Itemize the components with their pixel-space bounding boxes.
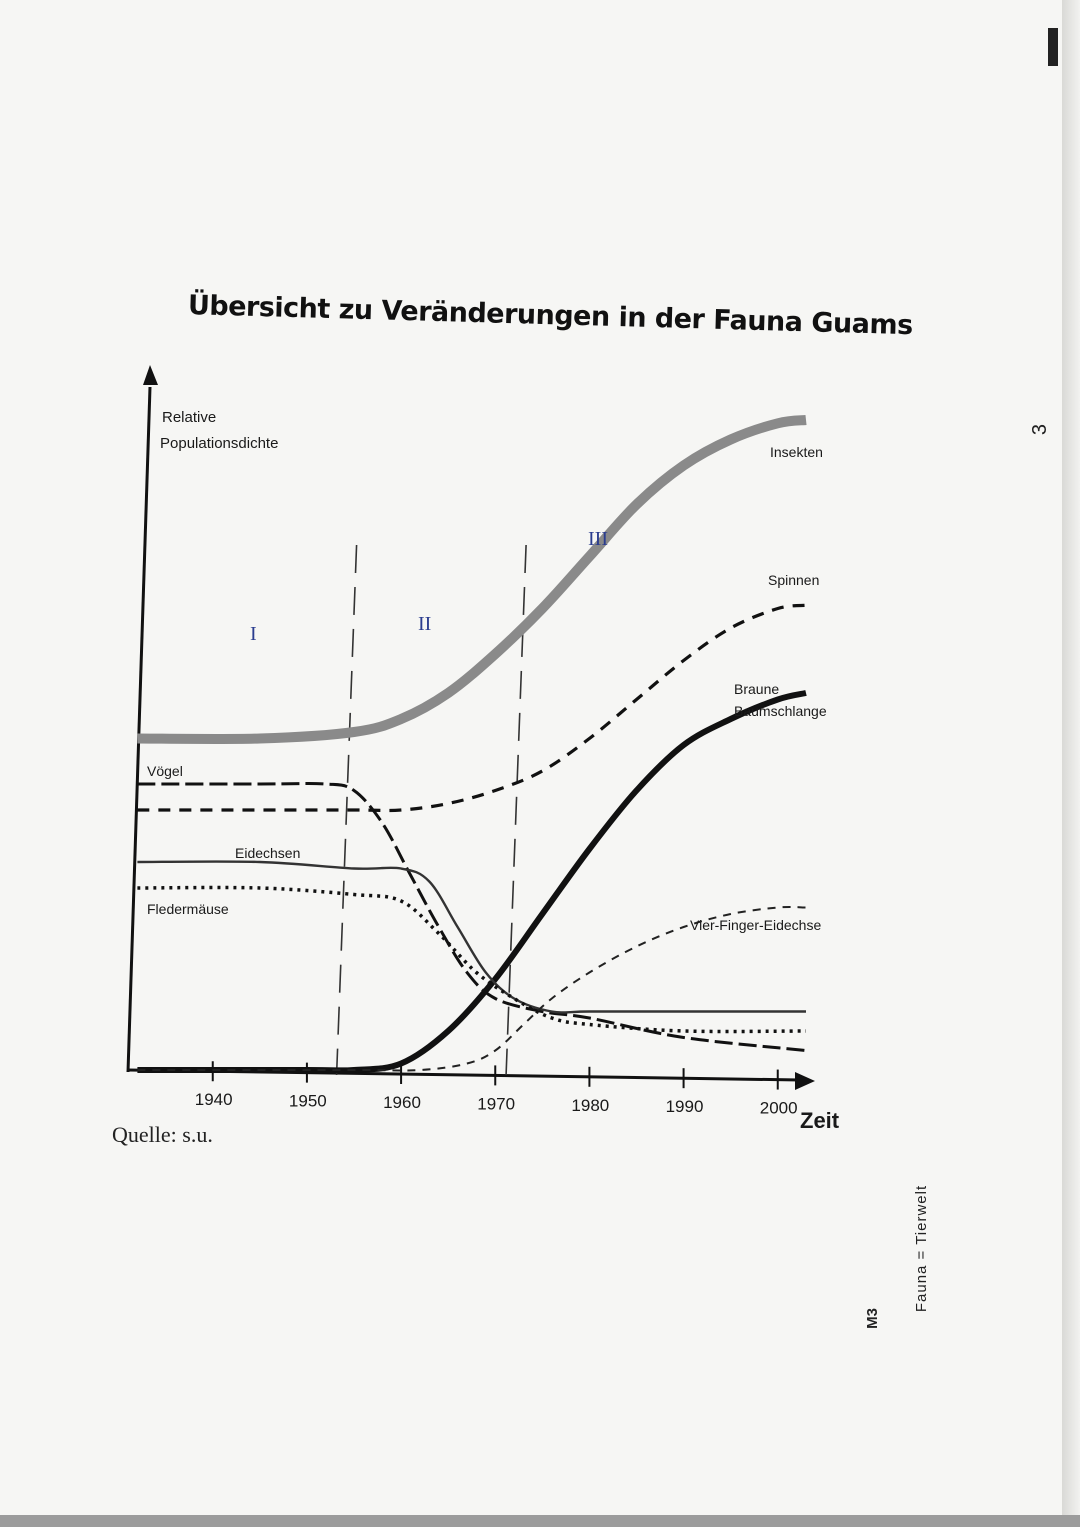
x-tick-label: 1960 [383,1093,421,1113]
x-axis-arrow [795,1072,815,1090]
chart-labels [147,409,840,1133]
x-tick-label: 1940 [194,1090,233,1110]
x-tick-label: 1980 [571,1095,610,1115]
series-label: Insekten [770,444,823,460]
definition-note: Fauna = Tierwelt [913,1184,931,1313]
series-label: Vögel [147,763,183,779]
series-lines [137,420,806,1070]
x-tick-label: 1950 [288,1091,327,1111]
x-tick-label: 1990 [665,1097,704,1117]
series-line-insekten [137,420,806,739]
page-number: 3 [1028,423,1051,436]
y-axis-label: Relative [162,409,217,426]
page-edge [1062,0,1080,1527]
source-note: Quelle: s.u. [112,1122,213,1147]
series-label: Braune [734,681,780,697]
y-axis-label: Populationsdichte [160,435,279,452]
series-label: Vier-Finger-Eidechse [690,917,822,933]
y-axis-arrow [143,365,158,385]
phase-label-2: II [418,613,432,635]
scan-border [0,1515,1080,1527]
x-tick-label: 1970 [477,1094,516,1114]
x-tick-label: 2000 [759,1098,798,1118]
phase-label-3: III [588,528,608,550]
series-label: Fledermäuse [147,901,229,917]
series-label: Eidechsen [235,845,301,861]
y-axis [128,387,150,1072]
material-label: M3 [863,1308,881,1329]
series-line-eidechsen [137,862,806,1013]
phase-dividers [337,545,526,1075]
series-label: Baumschlange [734,703,827,719]
x-axis-label: Zeit [800,1108,840,1133]
series-line-braune-baumschlange [137,693,806,1070]
chart-title: Übersicht zu Veränderungen in der Fauna Guams [187,290,914,342]
series-line-spinnen [137,605,806,810]
series-label: Spinnen [768,572,820,588]
phase-label-1: I [250,623,257,645]
